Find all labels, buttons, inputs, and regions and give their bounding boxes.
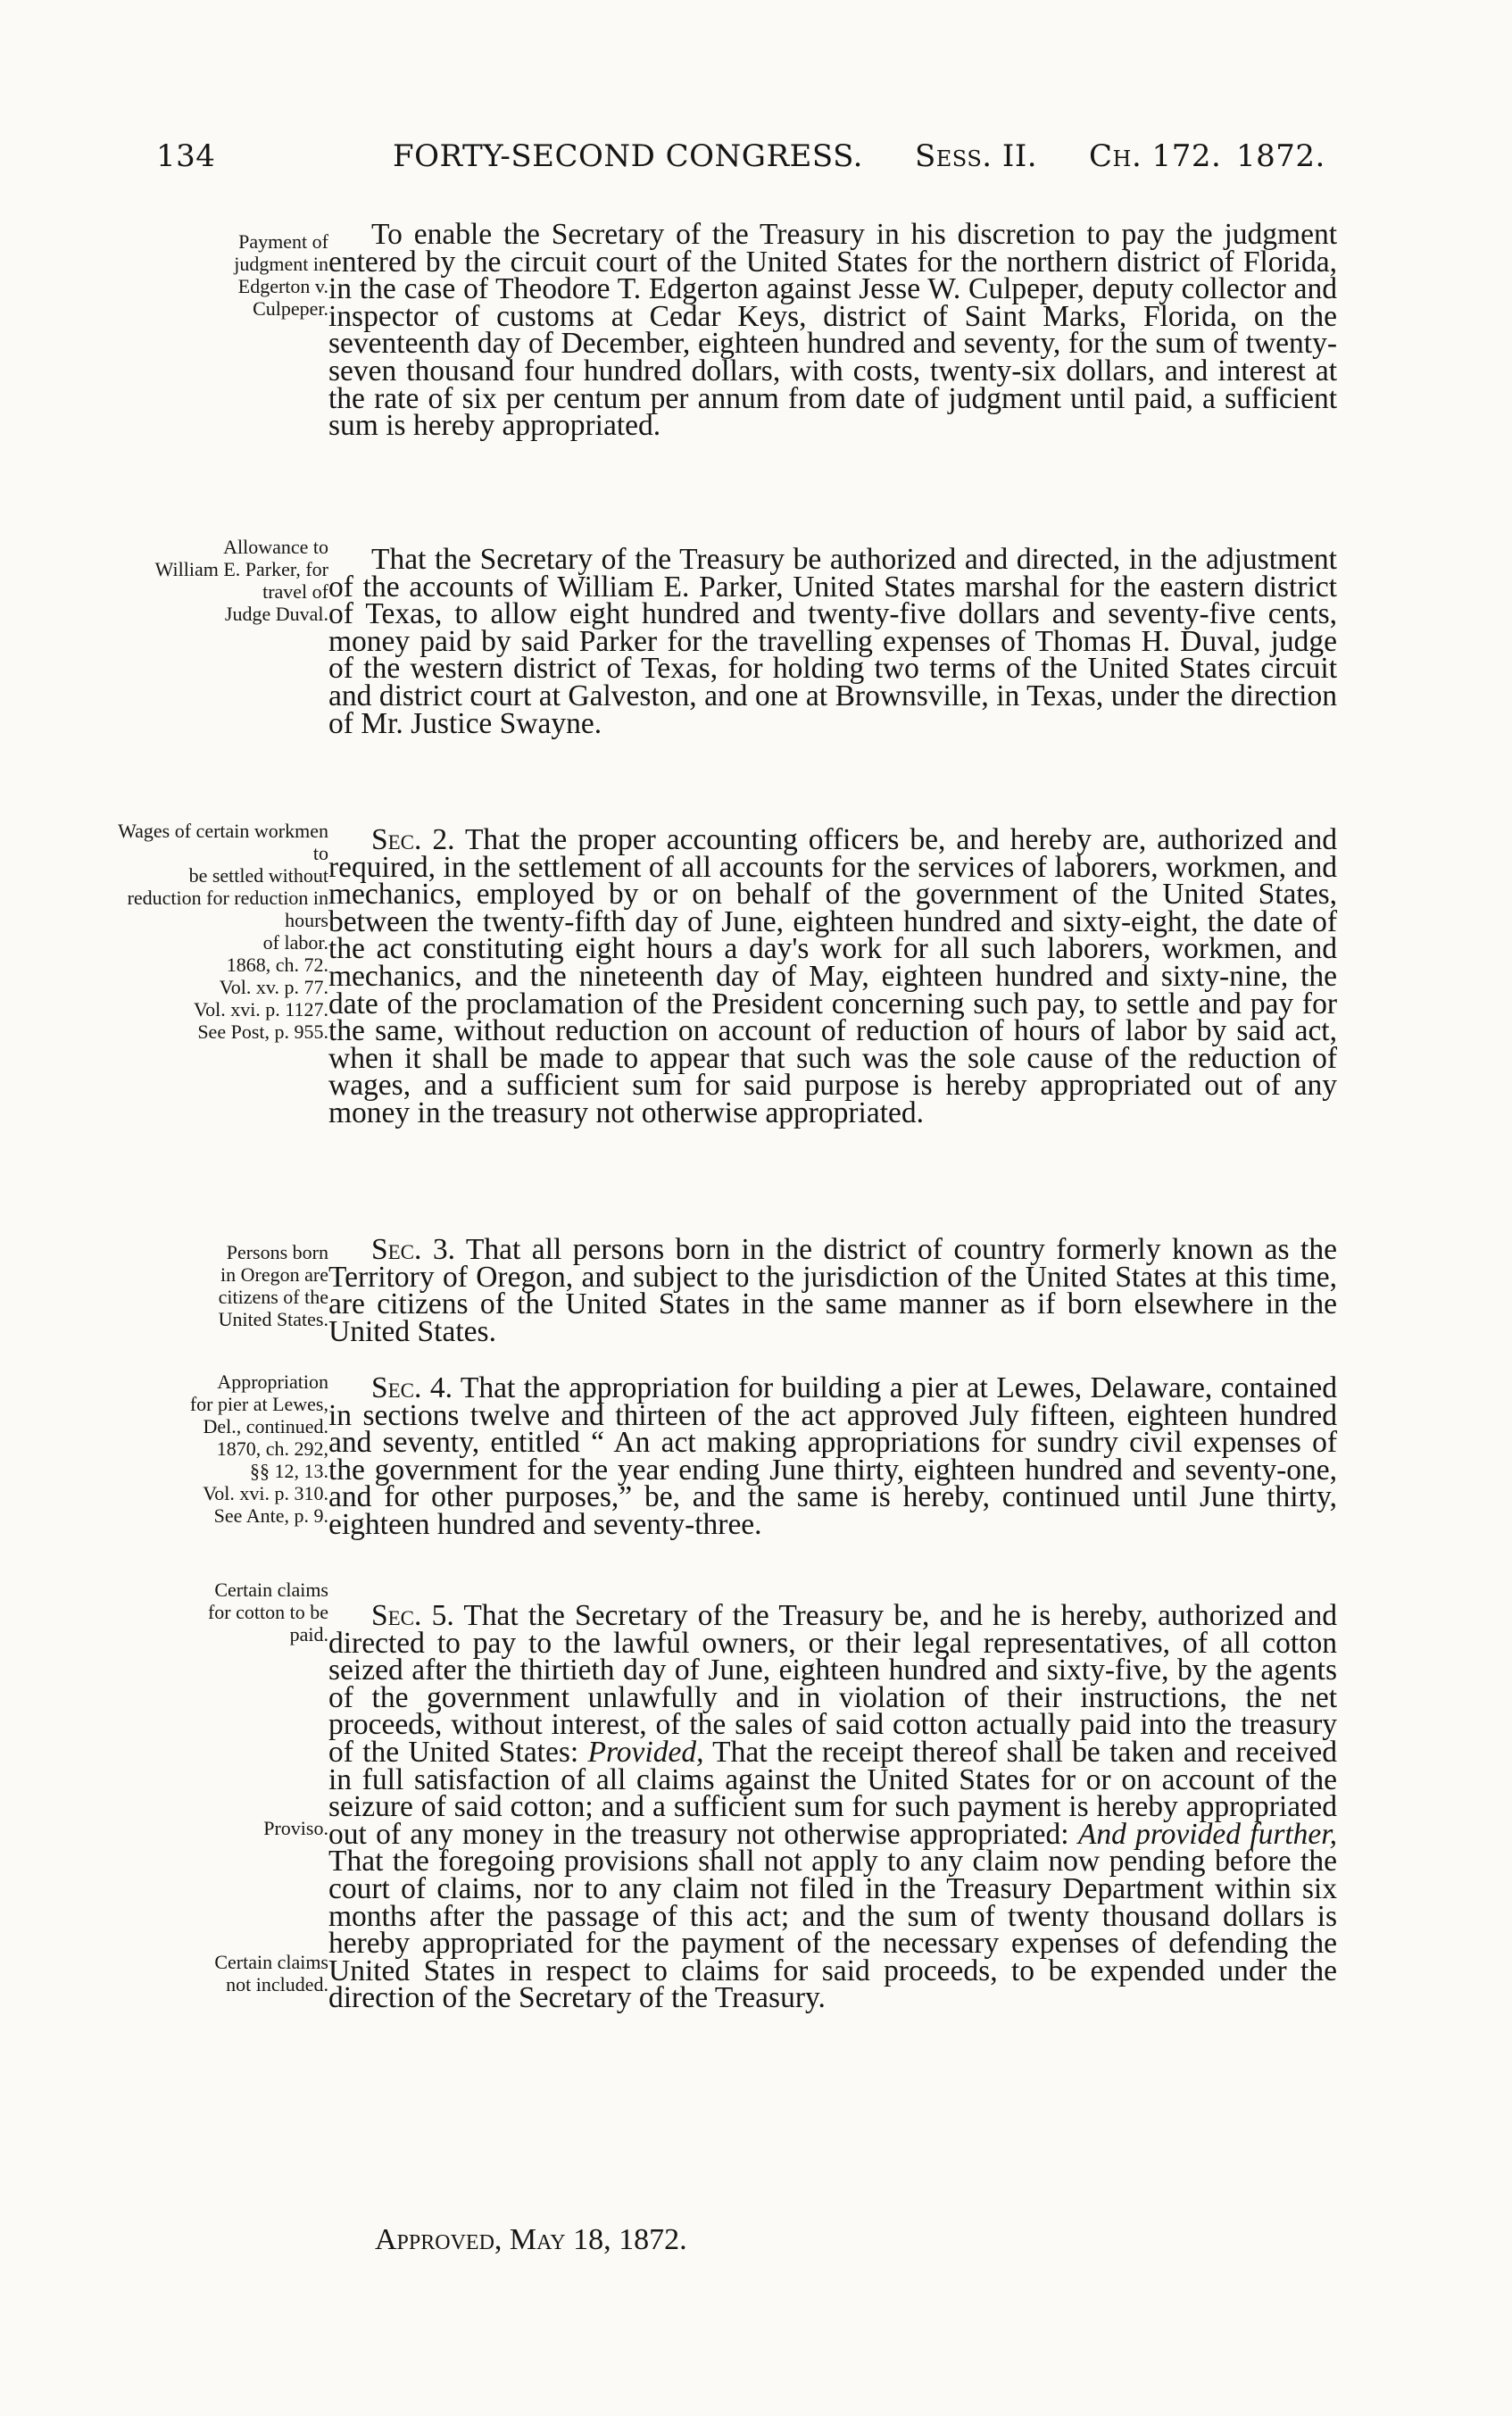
running-title: FORTY-SECOND CONGRESS. [393, 138, 863, 174]
section-label-3: Sec. 3. [371, 1233, 456, 1266]
chapter-label: Ch. 172. [1089, 138, 1222, 174]
running-header [156, 138, 1343, 192]
section-label-4: Sec. 4. [371, 1371, 453, 1404]
sec-5-text-b: That the receipt thereof shall be taken and received in full satisfaction of all claims against the United States for or on account of the seizure of said cotton; and a sufficient sum for such payment is hereby appropriated out of any money in the treasury not otherwise appropriated: [328, 1735, 1337, 1851]
sec-2-text: That the proper accounting officers be, and hereby are, authorized and required, in the settlement of all accounts for the services of laborers, workmen, and mechanics, employed by or on behalf of the government of the United States, between the twenty-fifth day of June, eighteen hundred and sixty-eight, the date of the act constituting eight hours a day's work for all such laborers, workmen, and mechanics, and the nineteenth day of May, eighteen hundred and sixty-nine, the date of the proclamation of the President concerning such pay, to settle and pay for the same, without reduction on account of reduction of hours of labor by said act, when it shall be made to appear that such was the sole cause of the reduction of wages, and a sufficient sum for said purpose is hereby appropriated out of any money in the treasury not otherwise appropriated. [328, 823, 1337, 1129]
provided-term: Provided, [587, 1735, 704, 1769]
margin-note-lewes: Appropriation for pier at Lewes, Del., continued. 1870, ch. 292, §§ 12, 13. Vol. xvi. p. 310. See Ante, p. 9. [189, 1370, 328, 1527]
margin-note-oregon: Persons born in Oregon are citizens of the United States. [218, 1241, 328, 1330]
margin-note-edgerton: Payment of judgment in Edgerton v. Culpeper. [234, 230, 328, 320]
paragraph-edgerton: To enable the Secretary of the Treasury in his discretion to pay the judgment entered by the circuit court of the United States for the northern district of Florida, in the case of Theodore T. Edgerton against Jesse W. Culpeper, deputy collector and inspector of customs at Cedar Keys, district of Saint Marks, Florida, on the seventeenth day of December, eighteen hundred and seventy, for the sum of twenty-seven thousand four hundred dollars, with costs, twenty-six dollars, and interest at the rate of six per centum per annum from date of judgment until paid, a sufficient sum is hereby appropriated. [328, 218, 1337, 443]
paragraph-sec-4 [328, 1371, 1337, 1541]
sec-5-text-c: That the foregoing provisions shall not apply to any claim now pending before the court of claims, nor to any claim not filed in the Treasury Department within six months after the passage of this act; and the sum of twenty thousand dollars is hereby appropriated for the payment of the necessary expenses of defending the United States in respect to claims for said proceeds, to be expended under the direction of the Secretary of the Treasury. [328, 1845, 1337, 2015]
margin-note-parker: Allowance to William E. Parker, for travel of Judge Duval. [154, 536, 328, 625]
provided-further-term: And provided further, [1077, 1817, 1337, 1851]
paragraph-sec-2 [328, 823, 1337, 1129]
page-number: 134 [156, 138, 216, 174]
paragraph-sec-5 [328, 1599, 1337, 2015]
section-label-2: Sec. 2. [371, 823, 455, 856]
paragraph-parker: That the Secretary of the Treasury be authorized and directed, in the adjustment of the accounts of William E. Parker, United States marshal for the eastern district of Texas, to allow eight hundred and twenty-five dollars and seventy-five cents, money paid by said Parker for the travelling expenses of Thomas H. Duval, judge of the western district of Texas, for holding two terms of the United States circuit and district court at Galveston, and one at Brownsville, in Texas, under the direction of Mr. Justice Swayne. [328, 543, 1337, 740]
margin-note-proviso: Proviso. [263, 1817, 328, 1839]
year-label: 1872. [1236, 138, 1325, 174]
session-label: Sess. II. [915, 138, 1038, 174]
margin-note-not-included: Certain claims not included. [214, 1951, 328, 1995]
margin-note-cotton: Certain claims for cotton to be paid. [207, 1579, 328, 1645]
section-label-5: Sec. 5. [371, 1599, 454, 1632]
sec-5-text-a: That the Secretary of the Treasury be, and he is hereby, authorized and directed to pay to the lawful owners, or their legal representatives, of all cotton seized after the thirtieth day of June, eighteen hundred and sixty-five, by the agents of the government unlawfully and in violation of their instructions, the net proceeds, without interest, of the sales of said cotton actually paid into the treasury of the United States: [328, 1599, 1337, 1769]
margin-note-wages: Wages of certain workmen to be settled without reduction for reduction in hours of labor. 1868, ch. 72. Vol. xv. p. 77. Vol. xvi. p. 1127. See Post, p. 955. [118, 820, 328, 1043]
sec-3-text: That all persons born in the district of country formerly known as the Territory of Oregon, and subject to the jurisdiction of the United States at this time, are citizens of the United States in the same manner as if born elsewhere in the United States. [328, 1233, 1337, 1348]
sec-4-text: That the appropriation for building a pier at Lewes, Delaware, contained in sections twelve and thirteen of the act approved July fifteen, eighteen hundred and seventy, entitled “ An act making appropriations for sundry civil expenses of the government for the year ending June thirty, eighteen hundred and seventy-one, and for other purposes,” be, and the same is hereby, continued until June thirty, eighteen hundred and seventy-three. [328, 1371, 1337, 1541]
approval-line: Approved, May 18, 1872. [375, 2223, 687, 2256]
paragraph-sec-3 [328, 1233, 1337, 1348]
